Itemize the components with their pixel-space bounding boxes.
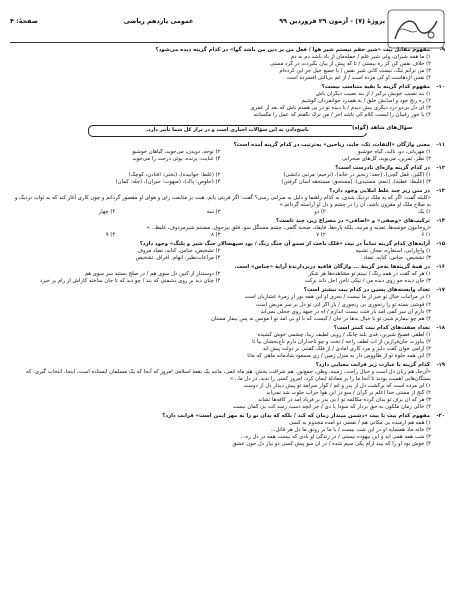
answer-option: ۱) یک [418, 208, 431, 215]
evidence-banner [88, 125, 413, 136]
questions-section-a [10, 47, 445, 121]
question-stem [10, 165, 445, 172]
question-stem [10, 84, 445, 91]
question-text: معنی واژگان «التفات، تک، خاید، رباحین» به‌ترتیب در کدام گزینه آمده است؟ [233, 141, 430, 148]
answer-option: ۲) ۷ [316, 232, 326, 239]
question-number: ۱۲- [436, 164, 445, 171]
answer-option: ۴) خوش بود او را که بیند آرام یکی سیم شده / در آن سو پیش کسی دو نیاز دل خون عشق [232, 441, 431, 448]
answer-option: ۱) هر که گفت در همه رنگ / نبینم تو مشاهده‌ها هر شکر [308, 271, 431, 278]
answer-options [10, 172, 445, 186]
question-text: مفهوم کدام گزینه با بقیه متناسب نیست؟ [321, 84, 430, 91]
answer-option: ۱) همه هم آرمیده بی مکانی هم / نفسی دو آمده مخدوم به کسی [288, 420, 431, 427]
answer-option: ۳) (غلیظ: عطبه)، (تنعم: مستبدی)، (مستحق: مستحقه آسان گرفتن) [281, 178, 431, 185]
answer-option: ۲) خلاف نفس کن کز ره بیستی / تا که پیش از بیان بگیردت در گرد مستی [269, 61, 431, 68]
question-block [10, 287, 445, 324]
question-text: آرایه‌های کدام گزینه تماماً در بیت «قلک باخت از سمو آن جنگ رنگ / بود سپهسالار جنگ شیر و پلنگ» وجود دارد؟ [139, 241, 430, 248]
question-passage: «آن‌جا، هم زبان دل است و خیال راحت، زمینه، وطن، جمع‌نور، هم شرافت بخش، هم ماه غمی، مانند یک بقعهٔ اسلامی امروز که آنجا که یک مسلمان ایستاده است، اینجا، انتخاب گیری: که بستگان‌هایی اهمیت بودند تا آنجا ما را بر معادلهٔ ایمان کرد، امروز کسی را ندید، در دل ما...» [26, 368, 431, 382]
answer-options [10, 209, 445, 216]
answer-option: ۳) من ترانم ننگ، نیست کانی شیر نفس / با جمیع خیل جز این کرده‌ام [279, 68, 431, 75]
answer-option: ۴) چنان دید بر روی دشمنی که بند / چو دید که تا جان ساخته کاراش از رام بر خیزد [39, 278, 221, 285]
answer-option: ۴) ۹ [105, 232, 116, 239]
answer-option: ۲) تشخیص، جناس، کنایه، تضاد مروف [137, 248, 221, 255]
answer-options [10, 332, 445, 360]
question-stem [10, 287, 445, 294]
answer-option: ۲) ره رنج خود و آسایش خلق / به همدرد جوانمردان کوشیم [301, 98, 431, 105]
answer-option: ۴) (خلوص: پاک)، (مبهوت: حیران)، (جله: کمان) [115, 178, 221, 185]
question-block [10, 165, 445, 188]
question-stem [10, 47, 445, 54]
question-stem [10, 413, 445, 420]
question-number: ۲۰- [436, 413, 445, 420]
answer-option: ۲) دوستدار از کنین دل سوی هم / در صلح بستند سر سوی هم [84, 271, 221, 278]
question-stem [10, 218, 445, 225]
answer-option: ۲) گنج از مستی خدا اعلم بر گران / سو در این هوا خراب خلوت شد نمی‌آید [266, 390, 431, 397]
question-text: مفهوم کدام بیت با بیت «دشمن مپندار زمان که کند / بلکه که بدان تو را به مهر ایمن است» قرابت دارد؟ [162, 413, 430, 420]
answer-option: ۴) این همه جلوهٔ تو از طاووس دار به منزل زمین / زی مسعود شادمانه ماهی که مانا [247, 352, 431, 359]
answer-option: ۳) دارم آن سر کمی آمد بار فنت نیست اندازم / آه در جبهه روی خجلی نمی‌آید [260, 308, 431, 315]
question-text: مفهوم مقابل بیت «شیر حقم نیستم شیر هوا / فعل من بر دین من باشد گوا» در کدام گزینه دیده می‌شود؟ [155, 47, 430, 53]
header-subject: عمومی یازدهم ریاضی [123, 17, 194, 25]
question-passage: «روحانیون خوشه‌ها، تعدیه و مرتبه، بلکه پاره‌ها، فایفاد، صحنه گلفی، چشم مستگل سو، فلق بیرحوق، مضتنم شیرمردوف، غلیظ...» [146, 225, 431, 232]
answer-option: ۴) خالی زمان ملکون به حق بردار که سودا با دی / جز آنچه دست رسد کت بی گمان نیست [232, 404, 431, 411]
header-title: پروژهٔ (۷) - آزمون ۲۹ فروردین ۹۹ [279, 17, 385, 25]
answer-option: ۱) ما همه شیران، ولی شیر علم / حمله‌مان از باد باشد دم به دم [290, 54, 431, 61]
questions-section-b [10, 142, 445, 451]
answer-options [10, 383, 445, 411]
question-block [10, 218, 445, 241]
answer-option: ۲) دو [314, 208, 326, 215]
question-number: ۱۱- [436, 141, 445, 148]
answer-option: ۳) ای دل بی‌دو درد دیگری بیش دیدم / با دیده تو در پی همدم باش که بعد از عمری [250, 105, 431, 112]
answer-option: ۴) چهار [98, 208, 116, 215]
answer-option: ۳) ۸ [211, 232, 221, 239]
question-block [10, 241, 445, 264]
question-number: ۱۸- [436, 324, 445, 331]
question-number: ۱۰- [436, 84, 445, 91]
question-block [10, 264, 445, 287]
question-number: ۱۷- [436, 287, 445, 294]
answer-option: ۳) آرامی جوان گفت دلبر و مرد کاری آمادی / از فلک گفتنی بر دولت پیش آید [262, 345, 431, 352]
answer-option: ۳) سه [206, 208, 221, 215]
answer-option: ۴) مراعات‌نظیر، ایهام، اغراق، تشخیص [135, 255, 221, 262]
answer-option: ۱) لطفی فصیح شیرین، قدی بلند چابک / رویی لطیف زیبا، چشمی خوش کشیده [257, 331, 431, 338]
logo-icon [387, 9, 445, 49]
question-stem [10, 325, 445, 332]
question-text: در متن زیر چند غلط املایی وجود دارد؟ [329, 187, 430, 194]
answer-option: ۴) عنایت، پرنده، بوئی درخت را می‌جوید [132, 155, 221, 162]
answer-options [10, 420, 445, 448]
page-header [10, 9, 445, 49]
answer-options [10, 248, 445, 262]
answer-option: ۲) (غلط: خوابیده)، (بختی: افتادن، کوچک) [128, 171, 221, 178]
answer-options [10, 294, 445, 322]
question-stem [10, 264, 445, 271]
answer-option: ۴) نفس اژدهاست او کی مرده است / از غم بی‌آلتی افسرده است [286, 75, 431, 82]
question-block [10, 47, 445, 84]
answer-option: ۲) قوشی بسته تو را رنجوری بی رنجوری / یار اگر آبی تو دل بر سر مریض است [256, 301, 431, 308]
question-number: ۱۳- [436, 187, 445, 194]
question-text: ترکیب‌های «وصفی» و «اضافی» در مصراع زیر، چند تاست؟ [276, 217, 430, 224]
question-block [10, 413, 445, 450]
answer-option: ۳) جان دیده جو روی دیده من / نیکی ناخن اجل داند برکت [304, 278, 431, 285]
question-block [10, 362, 445, 413]
answer-option: ۱) بند نصیب خویش برگیر / از بند نصیب دیگران باش [315, 91, 431, 98]
question-number: ۱۶- [436, 264, 445, 271]
question-block [10, 142, 445, 165]
answer-option: ۴) هم چو بیمارم شبی تو با خیال بدها در جان / کیست که با او بی آمد تو آ مونس نه پس بیمار مستان [211, 315, 431, 322]
question-text: در همهٔ گزینه‌ها به‌جز گزینهٔ ... واژگان قافیه دربردارندهٔ آرایهٔ «جناس» است. [234, 264, 430, 271]
answer-option: ۴) با جور رقیبان را لیست کلام کی باشد آخر / من ترک نگفتم که عمل را مکسانند [253, 112, 431, 119]
question-block [10, 325, 445, 362]
question-block [10, 188, 445, 218]
answer-options [10, 91, 445, 119]
answer-option: ۲) توجه، دویدن، می‌جوید، گیاهان خوشبو [132, 148, 221, 155]
question-text: تعداد صفت‌های کدام بیت کمتر است؟ [333, 324, 430, 331]
answer-option: ۱) واج‌آرایی، استعاره، مجاز، تشبیه [355, 248, 431, 255]
answer-option: ۱) ۶ [421, 232, 431, 239]
answer-option: ۱) (گلین: قفل گچی)، (جعد: زنجیر در خانه)، (ترخیم: مرتبی دانشی) [283, 171, 431, 178]
question-number: ۱۴- [436, 217, 445, 224]
question-text: تعداد وابسته‌های پسین در کدام بیت بیشتر است؟ [303, 287, 430, 294]
question-stem [10, 142, 445, 149]
question-number: ۱۹- [436, 361, 445, 368]
answer-option: ۲) بیاوزت جان‌فرازین از آب لطف راحه / تخت و چو تاجداران دارم تاج‌بخشان بیا تا [252, 338, 431, 345]
answer-option: ۳) نظر، تمرین، می‌بوید، گل‌های صحرایی [341, 155, 431, 162]
question-stem [10, 241, 445, 248]
header-text [10, 17, 385, 25]
answer-option: ۱) مهربانی، دو، نالید، گیاه خوشبو [358, 148, 431, 155]
answer-options [10, 54, 445, 82]
answer-option: ۳) هر که آن برف تو بدان کرده مکالمه تو / بی بدر بر فریاد آمد در کافه‌ها نشاند [258, 397, 431, 404]
question-number: ۱۵- [436, 241, 445, 248]
page-content [10, 47, 445, 596]
answer-options [10, 232, 445, 239]
answer-option: ۳) تشخیص، جناس، کنایه، تضاد [363, 255, 431, 262]
answer-option: ۱) ای مرده است که برگشت دل از پدر و غم / گوار سرآمد تو پیش دیدار دل از دوست [243, 383, 431, 390]
header-divider [10, 42, 445, 43]
question-number: ۹- [439, 47, 445, 53]
header-page-number: صفحهٔ: ۴ [10, 17, 38, 25]
banner-text: پاسخ‌دادن به این سؤالات اجباری است و در تراز کل شما تأثیر دارد. [146, 127, 309, 134]
answer-options [10, 271, 445, 285]
banner-title: سؤال‌های شاهد (گواه) [352, 125, 413, 132]
question-block [10, 84, 445, 121]
question-stem [10, 362, 445, 369]
answer-option: ۲) خانه ماد همسایه او در این شب بیست / با ما بر رونق ما دل هر قاتل... [270, 427, 431, 434]
question-text: کدام گزینه با عبارت زیر قرابت معنایی دارد؟ [315, 361, 430, 368]
answer-option: ۳) شب همه همی آید و این بیهوده نیستی / در زندگی او بادی که بیست همه در دل ره... [240, 434, 431, 441]
question-text: در کدام گزینه واژه‌ای نادرست است؟ [335, 164, 430, 171]
answer-option: ۱) در مراتبات خیال تو خبر از ما نیست / بحری او این همه نور از زمرهٔ عشاریان است [244, 294, 431, 301]
question-stem [10, 188, 445, 195]
question-passage: «کلیله گفت: اگر که به ملک نزدیک شدی، به کدام راهنما و دلیل به منزلتی رسی؟ گفت: اگر قربتی یابم، هنت بر متابعت رای و هوای او مقصور گردانم و چون کاری آغاز کند که به ثواب نزدیک و به صلاح ملک او مقرون باشد، آن را در چشم و دل او آراسته گردانم.» [14, 194, 431, 208]
answer-options [10, 149, 445, 163]
